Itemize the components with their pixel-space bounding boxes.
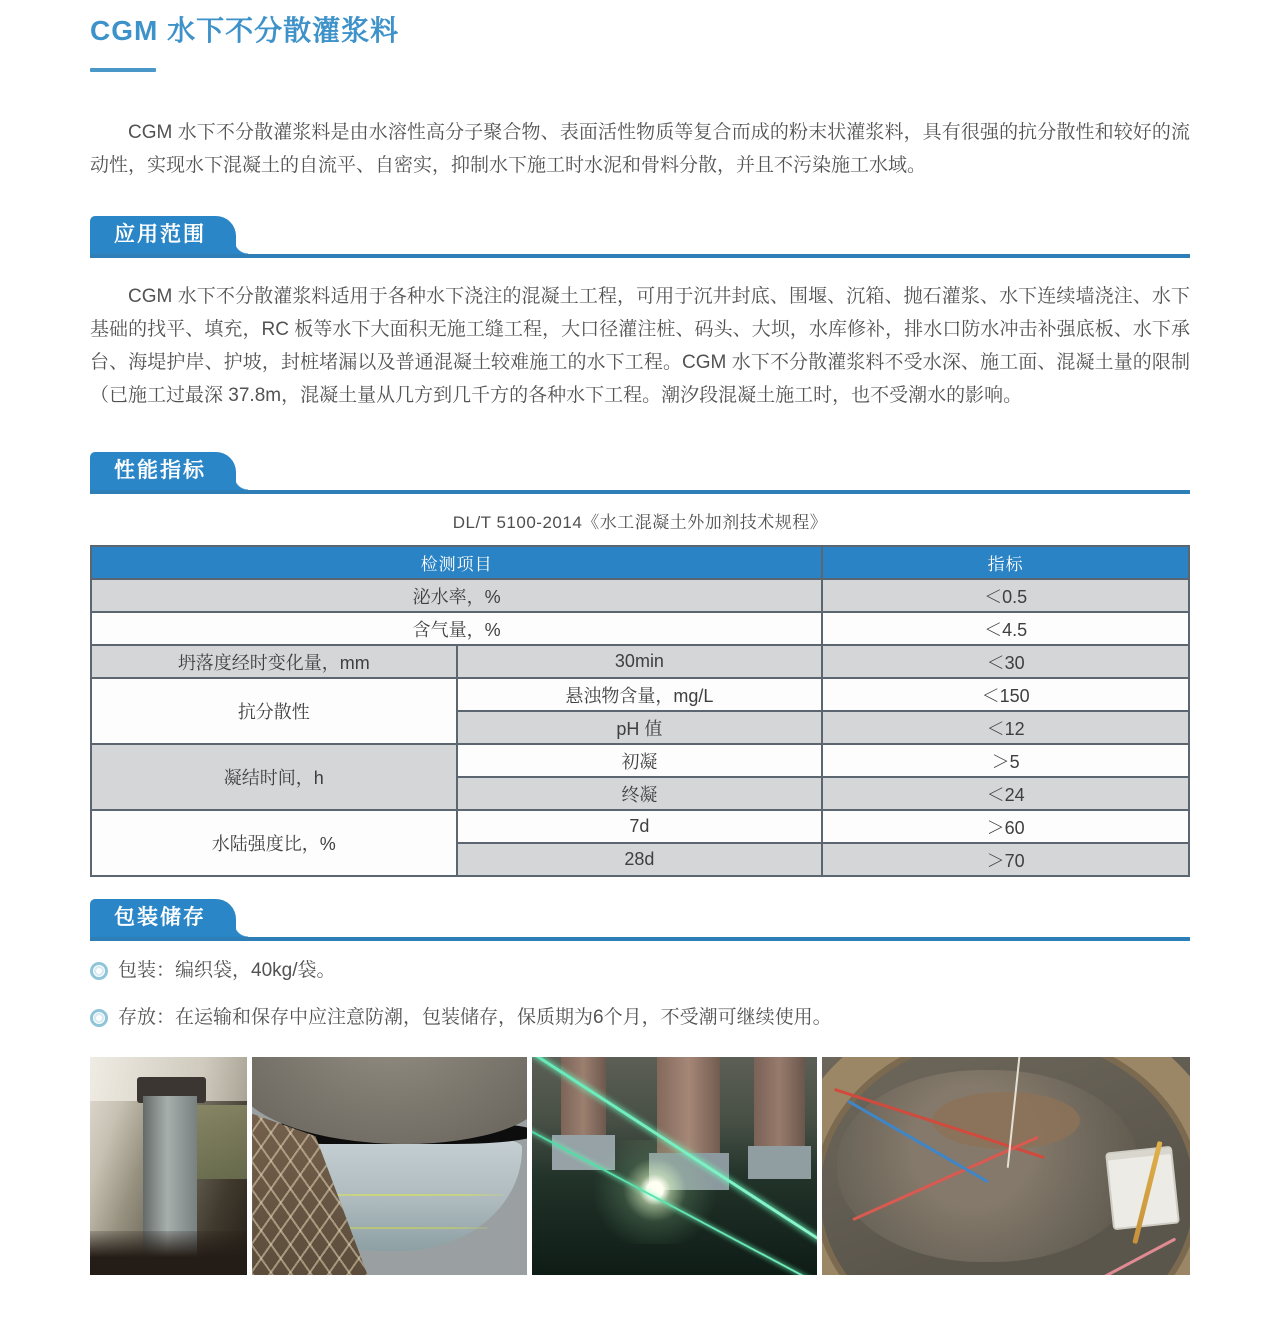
table-cell: ＜30 xyxy=(822,645,1189,678)
table-cell: 终凝 xyxy=(457,777,823,810)
table-cell: 30min xyxy=(457,645,823,678)
packaging-bullet-text: 包装：编织袋，40kg/袋。 xyxy=(118,960,336,981)
table-cell: pH 值 xyxy=(457,711,823,744)
photo-detail xyxy=(583,1140,754,1245)
intro-paragraph: CGM 水下不分散灌浆料是由水溶性高分子聚合物、表面活性物质等复合而成的粉末状灌浆料，具有很强的抗分散性和较好的流动性，实现水下混凝土的自流平、自密实，抑制水下施工时水泥和骨料分散，并且不污染施工水域。 xyxy=(90,122,1190,176)
table-cell: 凝结时间，h xyxy=(91,744,457,810)
section-badge-packaging: 包装储存 xyxy=(90,899,236,937)
table-cell: ＜12 xyxy=(822,711,1189,744)
table-cell: ＞5 xyxy=(822,744,1189,777)
table-cell: 泌水率，% xyxy=(91,579,822,612)
pier-grout-collar-photo xyxy=(252,1057,527,1275)
table-row xyxy=(91,744,1189,777)
application-paragraph: CGM 水下不分散灌浆料适用于各种水下浇注的混凝土工程，可用于沉井封底、围堰、沉箱、抛石灌浆、水下连续墙浇注、水下基础的找平、填充，RC 板等水下大面积无施工缝工程，大口径灌注桩、码头、大坝，水库修补，排水口防水冲击补强底板、水下承台、海堤护岸、护坡，封桩堵漏以及普通混凝土较难施工的水下工程。CGM 水下不分散灌浆料不受水深、施工面、混凝土量的限制（已施工过最深 37.8m，混凝土量从几方到几千方的各种水下工程。潮汐段混凝土施工时，也不受潮水的影响。 xyxy=(90,286,1190,406)
photo-detail xyxy=(748,1146,811,1179)
section-head-application xyxy=(90,216,1190,258)
ring-bullet-icon xyxy=(90,1009,108,1027)
standard-caption: DL/T 5100-2014《水工混凝土外加剂技术规程》 xyxy=(452,513,828,532)
table-cell: ＜150 xyxy=(822,678,1189,711)
title-underline xyxy=(90,68,156,72)
table-cell: 7d xyxy=(457,810,823,843)
section-badge-application: 应用范围 xyxy=(90,216,236,254)
table-cell: 初凝 xyxy=(457,744,823,777)
table-cell: ＜24 xyxy=(822,777,1189,810)
table-row xyxy=(91,579,1189,612)
table-header-item: 检测项目 xyxy=(91,546,822,579)
table-cell: ＞70 xyxy=(822,843,1189,876)
section-badge-performance: 性能指标 xyxy=(90,452,236,490)
table-cell: 抗分散性 xyxy=(91,678,457,744)
ring-bullet-icon xyxy=(90,962,108,980)
night-underwater-pour-photo xyxy=(532,1057,817,1275)
table-row xyxy=(91,678,1189,711)
caisson-bottom-seal-photo xyxy=(822,1057,1190,1275)
table-cell: ＜4.5 xyxy=(822,612,1189,645)
section-head-performance xyxy=(90,452,1190,494)
table-cell: 含气量，% xyxy=(91,612,822,645)
table-cell: 28d xyxy=(457,843,823,876)
photo-detail xyxy=(90,1231,247,1275)
table-cell: ＞60 xyxy=(822,810,1189,843)
table-cell: 水陆强度比，% xyxy=(91,810,457,876)
table-cell: 悬浊物含量，mg/L xyxy=(457,678,823,711)
table-cell: ＜0.5 xyxy=(822,579,1189,612)
table-row xyxy=(91,612,1189,645)
packaging-bullet xyxy=(90,954,1190,988)
table-row xyxy=(91,645,1189,678)
table-header-row xyxy=(91,546,1189,579)
table-header-index: 指标 xyxy=(822,546,1189,579)
photo-detail xyxy=(932,1092,1079,1149)
photo-detail xyxy=(194,1105,247,1179)
section-head-packaging xyxy=(90,899,1190,941)
performance-table xyxy=(90,545,1190,877)
table-cell: 坍落度经时变化量，mm xyxy=(91,645,457,678)
photo-strip xyxy=(90,1057,1190,1275)
page-title: CGM 水下不分散灌浆料 xyxy=(90,15,400,46)
table-row xyxy=(91,810,1189,843)
storage-bullet xyxy=(90,1001,1190,1035)
storage-bullet-text: 存放：在运输和保存中应注意防潮，包装储存，保质期为6个月，不受潮可继续使用。 xyxy=(118,1007,832,1028)
steel-casing-pile-photo xyxy=(90,1057,247,1275)
